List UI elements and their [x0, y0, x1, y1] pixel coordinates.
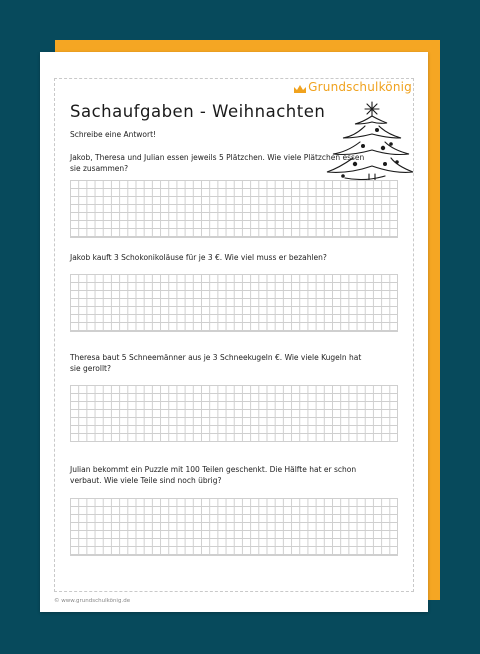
logo: [293, 80, 412, 94]
christmas-tree-icon: [325, 96, 415, 191]
page-title: Sachaufgaben - Weihnachten: [70, 102, 326, 121]
answer-grid-1[interactable]: [70, 180, 398, 238]
instruction-text: Schreibe eine Antwort!: [70, 130, 157, 139]
answer-grid-4[interactable]: [70, 498, 398, 556]
logo-text: Grundschulkönig: [308, 80, 412, 94]
question-4: Julian bekommt ein Puzzle mit 100 Teilen geschenkt. Die Hälfte hat er schon verbaut. Wie viele Teile sind noch übrig?: [70, 465, 357, 485]
question-3: Theresa baut 5 Schneemänner aus je 3 Schneekugeln €. Wie viele Kugeln hat sie gerollt?: [70, 353, 362, 373]
answer-grid-2[interactable]: [70, 274, 398, 332]
answer-grid-3[interactable]: [70, 385, 398, 442]
question-1: Jakob, Theresa und Julian essen jeweils 5 Plätzchen. Wie viele Plätzchen essen sie zusammen?: [70, 153, 365, 173]
crown-icon: [293, 84, 307, 94]
question-2: Jakob kauft 3 Schokonikoläuse für je 3 €. Wie viel muss er bezahlen?: [70, 253, 327, 262]
footer-url: © www.grundschulkönig.de: [54, 598, 131, 604]
worksheet-page: [40, 52, 428, 612]
